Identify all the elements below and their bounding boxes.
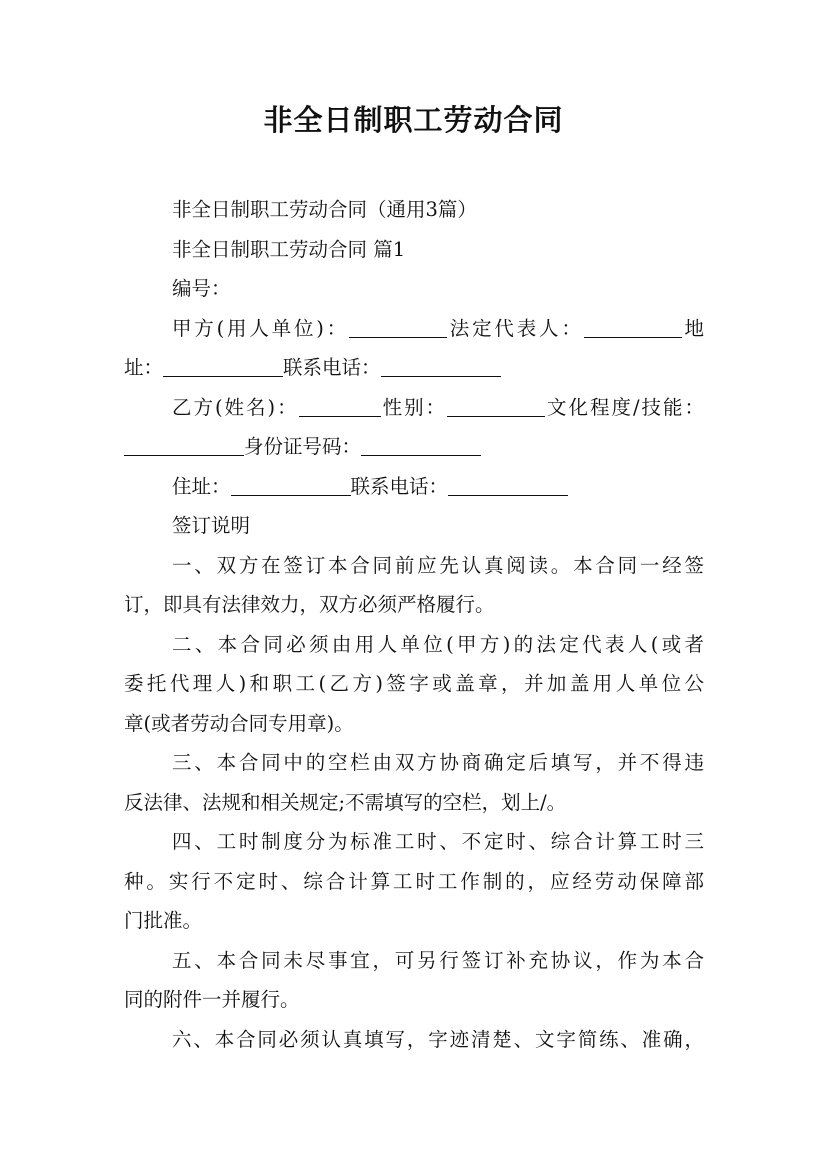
paragraph-line: 一、双方在签订本合同前应先认真阅读。本合同一经签 [172,553,704,577]
education-blank[interactable] [124,436,244,456]
address-blank[interactable] [163,357,283,377]
signing-heading: 签订说明 [172,514,251,537]
phone-label: 联系电话： [283,356,381,379]
gender-blank[interactable] [447,397,545,417]
paragraph-line: 种。实行不定时、综合计算工时工作制的，应经劳动保障部 [124,869,704,893]
address-label-part1: 地 [681,316,704,340]
phone-blank[interactable] [381,357,501,377]
paragraph-line: 章(或者劳动合同专用章)。 [124,711,354,735]
phone-label-2: 联系电话： [350,474,449,498]
number-label: 编号： [172,277,231,300]
party-b-label: 乙方(姓名)： [172,395,299,419]
legal-rep-label: 法定代表人： [447,316,584,340]
address-line [124,348,704,388]
subtitle: 非全日制职工劳动合同（通用3篇） [172,198,477,221]
address-label-part2: 址： [124,356,164,379]
legal-rep-blank[interactable] [584,318,682,338]
section-heading: 非全日制职工劳动合同 篇1 [172,237,406,261]
paragraph-line: 委托代理人)和职工(乙方)签字或盖章，并加盖用人单位公 [124,672,704,695]
id-line [124,427,704,467]
paragraph-line: 同的附件一并履行。 [124,988,300,1011]
residence-blank[interactable] [231,476,351,496]
party-b-line [124,388,704,428]
paragraph-line: 反法律、法规和相关规定;不需填写的空栏，划上/。 [124,790,567,814]
paragraph-line: 四、工时制度分为标准工时、不定时、综合计算工时三 [172,830,704,853]
paragraph-line: 门批准。 [124,909,203,932]
phone-blank-2[interactable] [448,476,568,496]
paragraph-line: 订，即具有法律效力，双方必须严格履行。 [124,593,495,616]
paragraph-line: 三、本合同中的空栏由双方协商确定后填写，并不得违 [172,751,704,774]
paragraph-line: 五、本合同未尽事宜，可另行签订补充协议，作为本合 [172,948,704,972]
paragraph-line: 六、本合同必须认真填写，字迹清楚、文字简练、准确， [172,1027,704,1051]
education-label: 文化程度/技能： [545,395,704,419]
residence-label: 住址： [172,474,231,498]
id-blank[interactable] [361,436,481,456]
residence-line [124,467,704,507]
document-title: 非全日制职工劳动合同 [263,103,564,137]
document-body [124,190,704,1059]
id-label: 身份证号码： [244,435,362,458]
party-a-blank[interactable] [349,318,447,338]
gender-label: 性别： [380,395,448,419]
paragraph-line: 二、本合同必须由用人单位(甲方)的法定代表人(或者 [172,632,704,656]
party-a-line [124,309,704,349]
party-a-label: 甲方(用人单位)： [172,316,349,340]
party-b-blank[interactable] [299,397,381,417]
